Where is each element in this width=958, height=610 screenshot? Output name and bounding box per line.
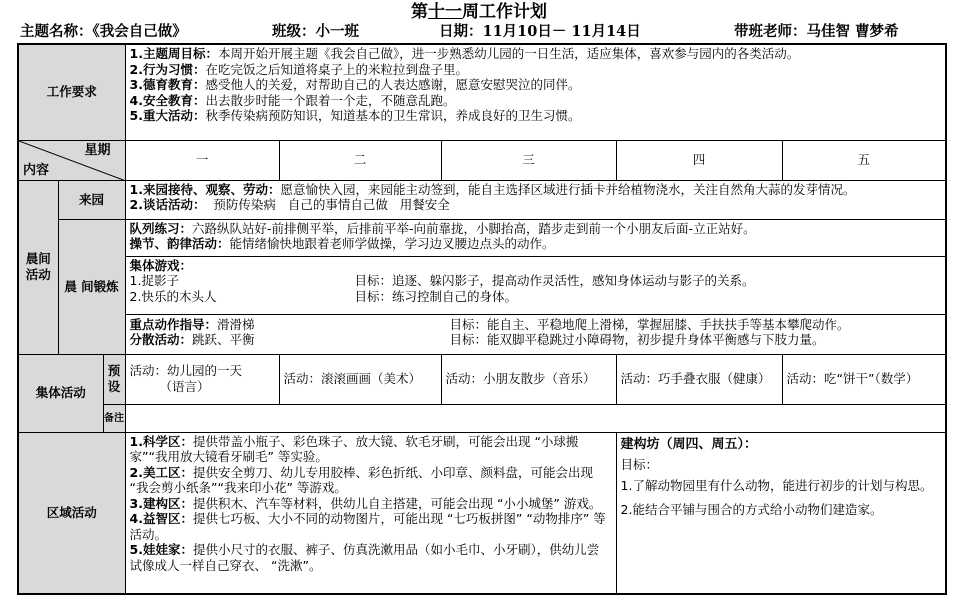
arrival-content [125, 180, 946, 219]
teachers: 带班老师：马佳智 曹梦希 [734, 23, 899, 40]
group-label-text: 集体活动 [35, 385, 86, 401]
day-mon: 一 [125, 140, 279, 180]
day-fri: 五 [782, 140, 946, 180]
theme-name: 主题名称：《我会自己做》 [20, 23, 187, 40]
build-workshop-content [616, 432, 946, 594]
note-label-text: 备注 [104, 412, 124, 424]
group-activity-note-row [18, 404, 946, 432]
note-content [125, 404, 946, 432]
group-activity-plan-row [18, 354, 946, 404]
drill-line: 操节、韵律活动：能情绪愉快地跟着老师学做操，学习边叉腰边点头的动作。 [129, 236, 555, 252]
key-action-line: 重点动作指导：滑滑梯 目标：能自主、平稳地爬上滑梯，掌握屈膝、手扶扶手等基本攀爬动作。 [129, 316, 850, 332]
week-label: 星期 [84, 142, 111, 158]
morning-label-text: 晨间活动 [25, 251, 51, 282]
day-tue: 二 [279, 140, 441, 180]
weekday-corner-cell [18, 140, 125, 180]
activity-mon: 活动：幼儿园的一天 （语言） [125, 354, 279, 404]
class-name: 班级：小一班 [272, 23, 359, 40]
group-game-head: 集体游戏： [129, 257, 193, 273]
weekly-plan-table [17, 43, 947, 595]
area-item: 1.科学区：提供带盖小瓶子、彩色珠子、放大镜、软毛牙刷，可能会出现 “小球搬家”“我用放大镜看牙刷毛” 等实验。 [129, 433, 579, 464]
key-action-row [18, 314, 946, 354]
split-action-line: 分散活动：跳跃、平衡 目标：能双脚平稳跳过小障碍物，初步提升身体平衡感与下肢力量。 [129, 332, 825, 348]
weekday-header-row [18, 140, 946, 180]
activity-fri: 活动：吃“饼干”（数学） [782, 354, 946, 404]
key-action-content [125, 314, 946, 354]
area-label-text: 区域活动 [46, 504, 97, 520]
area-activity-content [125, 432, 616, 594]
arrival-label: 来园 [58, 180, 125, 219]
activity-tue: 活动：滚滚画画（美术） [279, 354, 441, 404]
activity-wed: 活动：小朋友散步（音乐） [441, 354, 616, 404]
game-item: 1.捉影子 目标：追逐、躲闪影子，提高动作灵活性，感知身体运动与影子的关系。 [129, 273, 755, 289]
day-thu: 四 [616, 140, 782, 180]
morning-activity-label [18, 180, 58, 354]
work-item: 3.德育教育：感受他人的关爱，对帮助自己的人表达感谢，愿意安慰哭泣的同伴。 [129, 77, 581, 93]
arrival-line: 1.来园接待、观察、劳动：愿意愉快入园，来园能主动签到，能自主选择区域进行插卡并给植物浇水，关注自然角大蒜的发芽情况。 [129, 181, 856, 197]
work-requirements-content [125, 44, 946, 140]
build-workshop-title: 建构坊（周四、周五）： [620, 436, 758, 452]
area-activity-row [18, 432, 946, 594]
area-item: 3.建构区：提供积木、汽车等材料，供幼儿自主搭建，可能会出现 “小小城堡” 游戏。 [129, 495, 602, 511]
group-game-row [18, 256, 946, 314]
plan-label [103, 354, 125, 404]
work-item: 1.主题周目标：本周开始开展主题《我会自己做》，进一步熟悉幼儿园的一日生活，适应集体，喜欢参与园内的各类活动。 [129, 46, 800, 61]
work-requirements-row [18, 44, 946, 140]
note-label [103, 404, 125, 432]
queue-row [18, 219, 946, 256]
work-item: 5.重大活动：秋季传染病预防知识，知道基本的卫生常识，养成良好的卫生习惯。 [129, 108, 581, 124]
title-week: 十一 [428, 2, 462, 22]
area-item: 2.美工区：提供安全剪刀、幼儿专用胶棒、彩色折纸、小印章、颜料盘，可能会出现 “我会剪小纸条”“我来印小花” 等游戏。 [129, 464, 593, 495]
work-requirements-label: 工作要求 [18, 44, 125, 140]
queue-line: 队列练习：六路纵队站好-前排侧平举，后排前平举-向前靠拢，小脚抬高，踏步走到前一个小朋友后面-立正站好。 [129, 220, 756, 236]
queue-content [125, 219, 946, 256]
area-activity-label [18, 432, 125, 594]
work-item: 4.安全教育：出去散步时能一个跟着一个走，不随意乱跑。 [129, 92, 456, 108]
morning-exercise-label [58, 219, 125, 354]
activity-thu: 活动：巧手叠衣服（健康） [616, 354, 782, 404]
group-game-content [125, 256, 946, 314]
area-item: 5.娃娃家：提供小尺寸的衣服、裤子、仿真洗漱用品（如小毛巾、小牙刷），供幼儿尝试像成人一样自己穿衣、 “洗漱”。 [129, 542, 600, 573]
work-item: 2.行为习惯：在吃完饭之后知道将桌子上的米粒拉到盘子里。 [129, 61, 468, 77]
content-label: 内容 [23, 162, 50, 178]
date-range: 日期：11月10日－ 11月14日 [439, 23, 641, 40]
game-item: 2.快乐的木头人 目标：练习控制自己的身体。 [129, 288, 518, 304]
title-prefix: 第 [411, 2, 428, 22]
group-activity-label [18, 354, 103, 432]
build-goal: 2.能结合平铺与围合的方式给小动物们建造家。 [620, 502, 883, 518]
plan-label-text: 预设 [107, 363, 121, 394]
exercise-label-text: 晨 间锻炼 [64, 278, 119, 294]
day-wed: 三 [441, 140, 616, 180]
arrival-line: 2.谈话活动： 预防传染病 自己的事情自己做 用餐安全 [129, 197, 450, 213]
build-goal: 1.了解动物园里有什么动物，能进行初步的计划与构思。 [620, 478, 933, 494]
title-suffix: 周工作计划 [462, 2, 547, 22]
arrival-row [18, 180, 946, 219]
build-goal-label: 目标： [620, 457, 659, 473]
area-item: 4.益智区：提供七巧板、大小不同的动物图片，可能出现 “七巧板拼图” “动物排序” 等活动。 [129, 511, 606, 542]
page-title [0, 2, 958, 22]
